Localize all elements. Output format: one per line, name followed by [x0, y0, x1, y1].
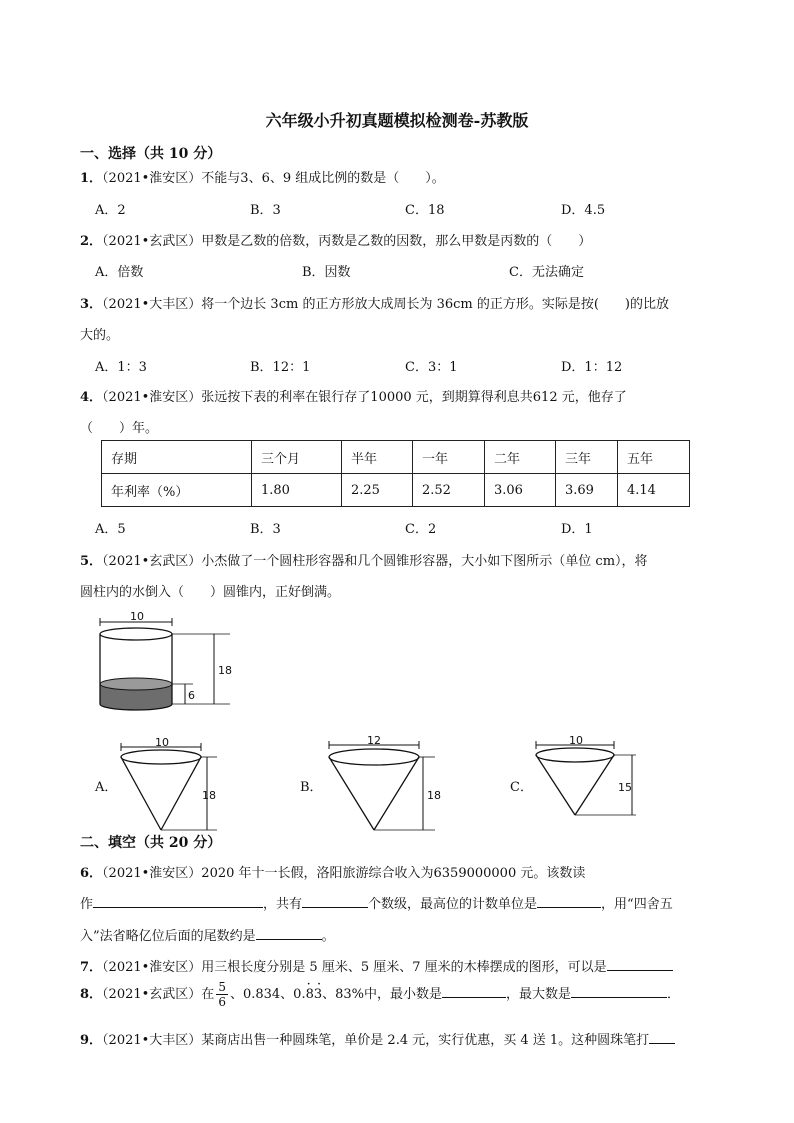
- option-d: D．1：12: [561, 360, 623, 375]
- cone-a-figure: [115, 735, 225, 835]
- table-row: [102, 474, 690, 507]
- question-number: 9．: [80, 1033, 103, 1048]
- question-1: [80, 167, 445, 186]
- answer-blank[interactable]: [442, 983, 506, 998]
- answer-blank[interactable]: [256, 925, 322, 940]
- answer-blank[interactable]: [537, 893, 601, 908]
- table-cell: 三个月: [252, 441, 342, 474]
- question-number: 5．: [80, 554, 103, 569]
- text: 个数级，最高位的计数单位是: [368, 897, 538, 912]
- question-2: [80, 230, 591, 249]
- cone-b-figure: [325, 735, 445, 835]
- repeating-digits: · 83 ·: [306, 987, 323, 1002]
- question-6-line2: [80, 893, 673, 912]
- option-b: B．12：1: [250, 360, 311, 375]
- option-a: A．倍数: [95, 265, 144, 280]
- text: ，共有: [263, 897, 303, 912]
- question-6-line3: [80, 925, 335, 944]
- question-text: （2021•淮安区）不能与3、6、9 组成比例的数是（ ）。: [102, 171, 445, 186]
- text: 。: [321, 929, 335, 944]
- text: 作: [80, 897, 94, 912]
- option-a: A．2: [95, 203, 126, 218]
- cylinder-height-label: 18: [218, 664, 232, 677]
- option-a: A．1：3: [95, 360, 147, 375]
- table-row: [102, 441, 690, 474]
- cylinder-figure: [90, 612, 250, 717]
- option-b: B．3: [250, 522, 281, 537]
- table-cell: 五年: [618, 441, 690, 474]
- question-7: [80, 956, 673, 975]
- table-cell: 存期: [102, 441, 252, 474]
- section-fill-heading: 二、填空（共 20 分）: [80, 835, 222, 851]
- question-text: （2021•大丰区）将一个边长 3cm 的正方形放大成周长为 36cm 的正方形。实际是按( )的比放: [102, 297, 670, 312]
- option-d: D．1: [561, 522, 593, 537]
- question-5-cont: 圆柱内的水倒入（ ）圆锥内，正好倒满。: [80, 585, 341, 600]
- table-cell: 3.06: [485, 474, 556, 507]
- table-cell: 二年: [485, 441, 556, 474]
- cone-option-c: C．: [510, 780, 533, 795]
- text: ，用“四舍五: [601, 897, 673, 912]
- interest-rate-table: [101, 440, 690, 507]
- question-6: [80, 862, 585, 881]
- table-cell: 3.69: [556, 474, 618, 507]
- option-c: C．2: [405, 522, 437, 537]
- question-text: （2021•淮安区）2020 年十一长假，洛阳旅游综合收入为6359000000 元。该数读: [102, 866, 586, 881]
- cone-c-figure: [530, 735, 650, 835]
- question-text: （2021•淮安区）张远按下表的利率在银行存了10000 元，到期算得利息共612 元，他存了: [102, 390, 627, 405]
- table-cell: 年利率（%）: [102, 474, 252, 507]
- cone-b-diameter: 12: [367, 734, 381, 747]
- cone-c-height: 15: [618, 781, 632, 794]
- text: 、0.834、0.: [229, 987, 306, 1002]
- cone-option-a: A．: [95, 780, 118, 795]
- option-c: C．无法确定: [509, 265, 584, 280]
- text: 入”法省略亿位后面的尾数约是: [80, 929, 256, 944]
- table-cell: 三年: [556, 441, 618, 474]
- cone-a-height: 18: [202, 789, 216, 802]
- cone-a-diameter: 10: [155, 736, 169, 749]
- text: （2021•玄武区）在: [102, 987, 215, 1002]
- water-height-label: 6: [188, 689, 195, 702]
- option-b: B．3: [250, 203, 281, 218]
- option-c: C．3：1: [405, 360, 458, 375]
- section-choice-heading: 一、选择（共 10 分）: [80, 146, 222, 162]
- table-cell: 4.14: [618, 474, 690, 507]
- question-3: [80, 293, 669, 312]
- option-d: D．4.5: [561, 203, 606, 218]
- table-cell: 2.52: [413, 474, 485, 507]
- table-cell: 半年: [342, 441, 413, 474]
- cylinder-diameter-label: 10: [130, 610, 144, 623]
- answer-blank[interactable]: [607, 956, 673, 971]
- question-number: 7．: [80, 960, 103, 975]
- question-text: （2021•淮安区）用三根长度分别是 5 厘米、5 厘米、7 厘米的木棒摆成的图形，可以是: [102, 960, 607, 975]
- cone-b-height: 18: [427, 789, 441, 802]
- option-a: A．5: [95, 522, 126, 537]
- question-number: 2．: [80, 234, 103, 249]
- option-c: C．18: [405, 203, 445, 218]
- text: ，最大数是: [506, 987, 572, 1002]
- fraction-five-sixths: [216, 980, 228, 1009]
- table-cell: 一年: [413, 441, 485, 474]
- numerator: 5: [218, 980, 226, 994]
- question-8: [80, 980, 680, 1009]
- question-number: 4．: [80, 390, 103, 405]
- table-cell: 2.25: [342, 474, 413, 507]
- question-number: 1．: [80, 171, 103, 186]
- question-5: [80, 550, 648, 569]
- question-4: [80, 386, 627, 405]
- text: ．: [667, 987, 681, 1002]
- answer-blank[interactable]: [93, 893, 263, 908]
- question-text: （2021•玄武区）小杰做了一个圆柱形容器和几个圆锥形容器，大小如下图所示（单位 cm），将: [102, 554, 648, 569]
- question-text: （2021•大丰区）某商店出售一种圆珠笔，单价是 2.4 元，实行优惠，买 4 送 1。这种圆珠笔打: [102, 1033, 650, 1048]
- question-4-cont: （ ）年。: [80, 421, 159, 436]
- answer-blank[interactable]: [302, 893, 368, 908]
- page-title: 六年级小升初真题模拟检测卷-苏教版: [265, 111, 529, 130]
- question-9: [80, 1029, 675, 1048]
- answer-blank[interactable]: [649, 1029, 675, 1044]
- option-b: B．因数: [302, 265, 351, 280]
- cone-option-b: B．: [300, 780, 323, 795]
- question-text: （2021•玄武区）甲数是乙数的倍数，丙数是乙数的因数，那么甲数是丙数的（ ）: [102, 234, 592, 249]
- question-number: 3．: [80, 297, 103, 312]
- table-cell: 1.80: [252, 474, 342, 507]
- question-number: 6．: [80, 866, 103, 881]
- text: 、83%中，最小数是: [322, 987, 443, 1002]
- denominator: 6: [218, 995, 226, 1009]
- answer-blank[interactable]: [571, 983, 667, 998]
- cone-c-diameter: 10: [569, 734, 583, 747]
- question-3-cont: 大的。: [80, 328, 120, 343]
- question-number: 8．: [80, 987, 103, 1002]
